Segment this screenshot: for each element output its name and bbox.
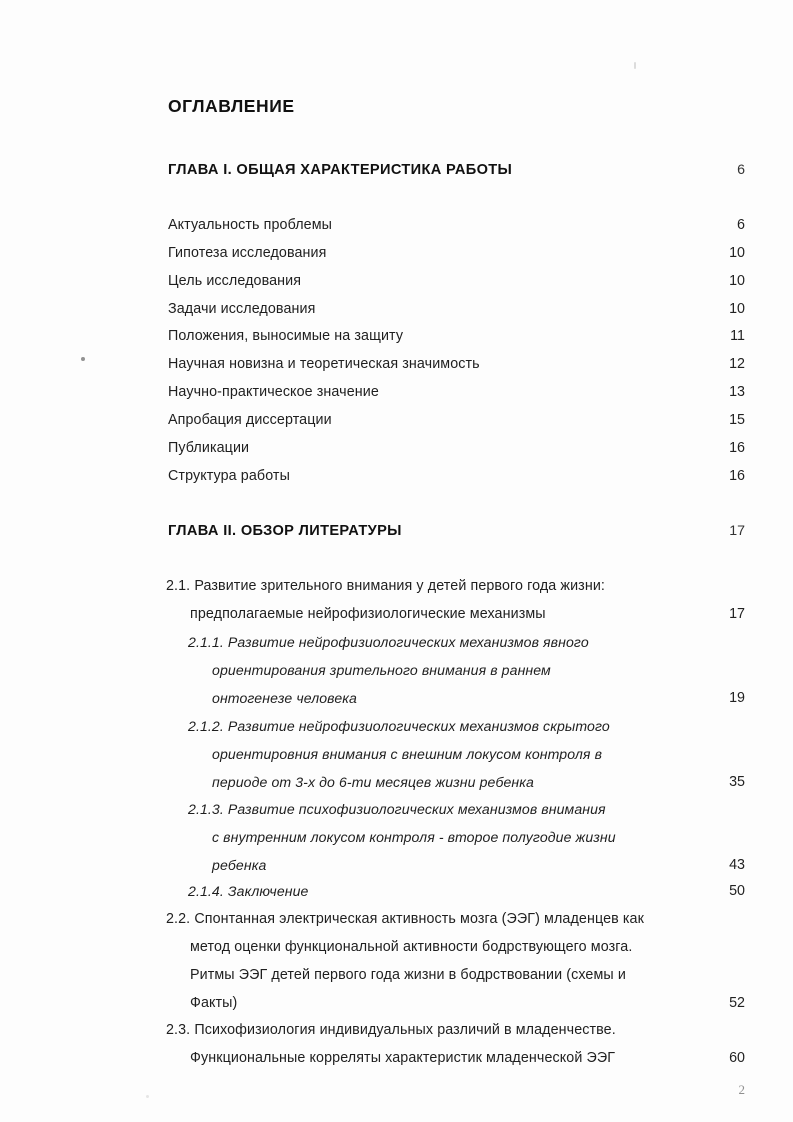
toc-entry[interactable] [0,382,793,402]
toc-entry-label: с внутренним локусом контроля - второе полугодие жизни [212,829,616,845]
toc-entry[interactable] [0,354,793,374]
toc-entry-label: 2.1.3. Развитие психофизиологических механизмов внимания [188,801,606,817]
toc-entry-label: периоде от 3-х до 6-ти месяцев жизни ребенка [212,774,534,790]
toc-entry[interactable] [0,466,793,486]
toc-entry[interactable] [0,604,793,624]
toc-entry[interactable] [0,716,793,736]
toc-entry[interactable] [0,299,793,319]
toc-entry-label: Научная новизна и теоретическая значимость [168,356,480,372]
toc-entry-label: Публикации [168,440,250,456]
scan-speck-icon [146,1095,149,1098]
toc-entry-page-number: 12 [729,356,745,372]
toc-entry-label: Гипотеза исследования [168,245,327,261]
toc-entry[interactable] [0,215,793,235]
toc-entry-label: Задачи исследования [168,301,316,317]
toc-entry-label: Структура работы [168,468,290,484]
toc-entry[interactable] [0,827,793,847]
toc-entry-label: Функциональные корреляты характеристик младенческой ЭЭГ [190,1050,616,1066]
toc-entry[interactable] [0,937,793,957]
toc-entry-label: 2.2. Спонтанная электрическая активность мозга (ЭЭГ) младенцев как [166,911,644,927]
toc-entry-page-number: 10 [729,245,745,261]
toc-entry-label: 2.1. Развитие зрительного внимания у детей первого года жизни: [166,578,605,594]
toc-entry[interactable] [0,744,793,764]
toc-entry[interactable] [0,410,793,430]
toc-entry-label: Апробация диссертации [168,412,332,428]
toc-entry[interactable] [0,271,793,291]
toc-entry-label: Цель исследования [168,273,302,289]
toc-entry-page-number: 6 [737,217,745,233]
toc-entry[interactable] [0,1048,793,1068]
scan-speck-icon [81,357,85,361]
scan-speck-icon [634,62,636,69]
toc-entry-page-number: 17 [729,606,745,622]
toc-entry-label: ГЛАВА II. ОБЗОР ЛИТЕРАТУРЫ [168,523,402,539]
toc-entry[interactable] [0,909,793,929]
toc-entry[interactable] [0,855,793,875]
toc-entry[interactable] [0,993,793,1013]
toc-entry-page-number: 43 [729,857,745,873]
toc-entry-page-number: 16 [729,468,745,484]
toc-entry[interactable] [0,438,793,458]
toc-entry-page-number: 10 [729,301,745,317]
toc-entry[interactable] [0,576,793,596]
toc-entry[interactable] [0,632,793,652]
toc-entry[interactable] [0,243,793,263]
toc-entry-label: Ритмы ЭЭГ детей первого года жизни в бодрствовании (схемы и [190,967,626,983]
toc-entry-page-number: 11 [730,328,745,344]
toc-entry-label: 2.3. Психофизиология индивидуальных различий в младенчестве. [166,1022,616,1038]
toc-entry-label: ориентировния внимания с внешним локусом контроля в [212,746,603,762]
toc-entry-page-number: 17 [729,523,745,539]
toc-entry-label: Факты) [190,995,238,1011]
toc-entry[interactable] [0,1020,793,1040]
toc-entry-page-number: 60 [729,1050,745,1066]
toc-entry[interactable] [0,965,793,985]
toc-entry[interactable] [0,881,793,901]
toc-entry-label: Научно-практическое значение [168,384,379,400]
toc-entry[interactable] [0,772,793,792]
page-title: ОГЛАВЛЕНИЕ [168,96,295,116]
toc-entry-page-number: 19 [729,690,745,706]
toc-entry[interactable] [0,799,793,819]
toc-entry-page-number: 10 [729,273,745,289]
toc-entry[interactable] [0,688,793,708]
toc-entry-label: ГЛАВА I. ОБЩАЯ ХАРАКТЕРИСТИКА РАБОТЫ [168,162,513,178]
toc-entry-page-number: 52 [729,995,745,1011]
toc-entry-label: 2.1.2. Развитие нейрофизиологических механизмов скрытого [188,718,610,734]
toc-entry[interactable] [0,660,793,680]
toc-entry-label: ребенка [212,857,267,873]
toc-entry-label: 2.1.4. Заключение [188,883,309,899]
toc-entry-label: Положения, выносимые на защиту [168,328,404,344]
toc-entry-label: метод оценки функциональной активности бодрствующего мозга. [190,939,633,955]
toc-entry-page-number: 35 [729,774,745,790]
toc-entry[interactable] [0,521,793,541]
toc-entry[interactable] [0,326,793,346]
toc-entry-page-number: 13 [729,384,745,400]
toc-entry-page-number: 50 [729,883,745,899]
toc-entry-label: онтогенезе человека [212,690,357,706]
toc-entry-label: 2.1.1. Развитие нейрофизиологических механизмов явного [188,634,589,650]
toc-entry-page-number: 15 [729,412,745,428]
toc-entry-label: Актуальность проблемы [168,217,333,233]
toc-entry[interactable] [0,160,793,180]
folio-page-number: 2 [738,1082,745,1097]
toc-entry-label: предполагаемые нейрофизиологические механизмы [190,606,546,622]
toc-entry-page-number: 16 [729,440,745,456]
toc-entry-page-number: 6 [737,162,745,178]
toc-entry-label: ориентирования зрительного внимания в раннем [212,662,551,678]
